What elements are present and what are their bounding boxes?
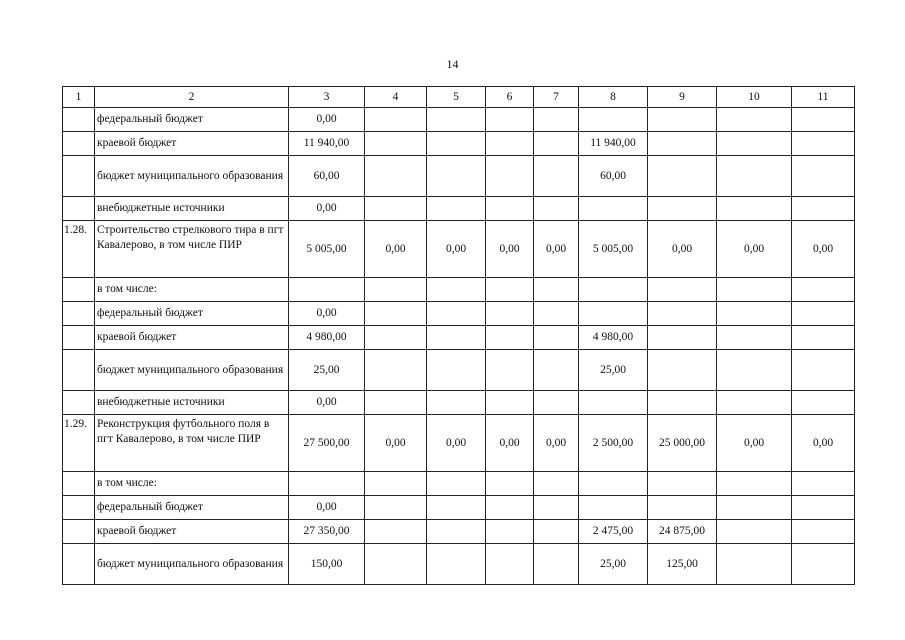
value-cell — [717, 156, 792, 197]
value-cell — [717, 278, 792, 302]
item-name-cell: внебюджетные источники — [95, 391, 289, 415]
value-cell — [534, 391, 579, 415]
value-cell: 0,00 — [486, 221, 534, 278]
value-cell: 5 005,00 — [289, 221, 365, 278]
value-cell — [486, 544, 534, 585]
value-cell — [792, 472, 855, 496]
value-cell — [365, 278, 427, 302]
value-cell — [427, 278, 486, 302]
value-cell: 0,00 — [717, 415, 792, 472]
table-row — [63, 472, 855, 496]
item-number-cell — [63, 278, 95, 302]
value-cell — [427, 197, 486, 221]
value-cell — [648, 496, 717, 520]
value-cell — [534, 520, 579, 544]
value-cell — [717, 520, 792, 544]
column-header: 5 — [427, 87, 486, 108]
value-cell — [534, 472, 579, 496]
table-row — [63, 221, 855, 278]
value-cell — [427, 132, 486, 156]
value-cell: 0,00 — [486, 415, 534, 472]
value-cell: 25,00 — [289, 350, 365, 391]
item-name-cell: федеральный бюджет — [95, 108, 289, 132]
value-cell — [427, 391, 486, 415]
table-row — [63, 197, 855, 221]
value-cell — [717, 472, 792, 496]
value-cell — [717, 391, 792, 415]
table-row — [63, 520, 855, 544]
value-cell — [365, 326, 427, 350]
value-cell — [579, 108, 648, 132]
value-cell: 11 940,00 — [579, 132, 648, 156]
value-cell: 0,00 — [648, 221, 717, 278]
item-number-cell — [63, 496, 95, 520]
value-cell — [534, 278, 579, 302]
table-row — [63, 391, 855, 415]
table-row — [63, 302, 855, 326]
value-cell — [427, 326, 486, 350]
table-row — [63, 496, 855, 520]
value-cell — [365, 132, 427, 156]
value-cell — [486, 391, 534, 415]
budget-table — [62, 86, 855, 585]
value-cell — [792, 132, 855, 156]
value-cell — [427, 302, 486, 326]
value-cell — [648, 156, 717, 197]
item-name-cell: краевой бюджет — [95, 520, 289, 544]
value-cell: 4 980,00 — [289, 326, 365, 350]
value-cell — [427, 156, 486, 197]
value-cell — [717, 544, 792, 585]
value-cell — [486, 472, 534, 496]
value-cell — [486, 520, 534, 544]
value-cell — [486, 302, 534, 326]
value-cell: 0,00 — [427, 415, 486, 472]
value-cell — [427, 108, 486, 132]
value-cell — [486, 108, 534, 132]
value-cell — [792, 302, 855, 326]
value-cell — [486, 326, 534, 350]
value-cell: 4 980,00 — [579, 326, 648, 350]
value-cell — [427, 544, 486, 585]
table-row — [63, 415, 855, 472]
value-cell — [792, 156, 855, 197]
value-cell — [534, 350, 579, 391]
value-cell: 2 475,00 — [579, 520, 648, 544]
value-cell — [648, 350, 717, 391]
table-row — [63, 132, 855, 156]
value-cell — [648, 132, 717, 156]
value-cell — [365, 302, 427, 326]
value-cell — [792, 197, 855, 221]
value-cell: 0,00 — [534, 221, 579, 278]
value-cell — [792, 108, 855, 132]
value-cell — [579, 391, 648, 415]
table-row — [63, 350, 855, 391]
value-cell: 0,00 — [289, 197, 365, 221]
value-cell — [534, 108, 579, 132]
column-header: 11 — [792, 87, 855, 108]
value-cell: 25 000,00 — [648, 415, 717, 472]
item-name-cell: бюджет муниципального образования — [95, 350, 289, 391]
value-cell — [579, 302, 648, 326]
value-cell — [648, 108, 717, 132]
value-cell: 60,00 — [289, 156, 365, 197]
value-cell: 0,00 — [365, 221, 427, 278]
value-cell: 150,00 — [289, 544, 365, 585]
table-header-row — [63, 87, 855, 108]
value-cell — [427, 496, 486, 520]
item-number-cell — [63, 472, 95, 496]
value-cell — [717, 108, 792, 132]
column-header: 2 — [95, 87, 289, 108]
value-cell — [365, 472, 427, 496]
value-cell: 0,00 — [289, 302, 365, 326]
value-cell: 0,00 — [365, 415, 427, 472]
value-cell: 0,00 — [792, 415, 855, 472]
item-name-cell: Реконструкция футбольного поля в пгт Кавалерово, в том числе ПИР — [95, 415, 289, 472]
value-cell — [579, 278, 648, 302]
table-row — [63, 278, 855, 302]
item-name-cell: бюджет муниципального образования — [95, 544, 289, 585]
value-cell: 0,00 — [534, 415, 579, 472]
item-number-cell — [63, 302, 95, 326]
value-cell: 27 350,00 — [289, 520, 365, 544]
item-name-cell: краевой бюджет — [95, 132, 289, 156]
page-number: 14 — [446, 57, 459, 71]
value-cell — [534, 156, 579, 197]
value-cell — [289, 472, 365, 496]
value-cell — [648, 278, 717, 302]
item-number-cell — [63, 544, 95, 585]
value-cell — [717, 326, 792, 350]
item-name-cell: бюджет муниципального образования — [95, 156, 289, 197]
value-cell — [648, 391, 717, 415]
value-cell — [792, 544, 855, 585]
item-number-cell — [63, 326, 95, 350]
value-cell — [365, 496, 427, 520]
value-cell — [534, 326, 579, 350]
item-name-cell: внебюджетные источники — [95, 197, 289, 221]
value-cell: 0,00 — [717, 221, 792, 278]
value-cell: 25,00 — [579, 350, 648, 391]
item-number-cell — [63, 108, 95, 132]
item-number-cell — [63, 132, 95, 156]
value-cell — [648, 302, 717, 326]
value-cell — [792, 350, 855, 391]
item-number-cell — [63, 156, 95, 197]
item-name-cell: федеральный бюджет — [95, 496, 289, 520]
item-name-cell: краевой бюджет — [95, 326, 289, 350]
value-cell — [579, 197, 648, 221]
value-cell — [792, 496, 855, 520]
value-cell — [648, 326, 717, 350]
item-number-cell — [63, 197, 95, 221]
value-cell — [486, 350, 534, 391]
column-header: 10 — [717, 87, 792, 108]
value-cell: 0,00 — [289, 496, 365, 520]
value-cell: 2 500,00 — [579, 415, 648, 472]
value-cell — [365, 520, 427, 544]
value-cell — [365, 391, 427, 415]
value-cell — [534, 302, 579, 326]
value-cell — [717, 197, 792, 221]
value-cell — [579, 496, 648, 520]
value-cell — [486, 132, 534, 156]
value-cell — [717, 350, 792, 391]
column-header: 8 — [579, 87, 648, 108]
item-name-cell: Строительство стрелкового тира в пгт Кавалерово, в том числе ПИР — [95, 221, 289, 278]
value-cell — [365, 197, 427, 221]
table-row — [63, 326, 855, 350]
value-cell — [365, 544, 427, 585]
table-row — [63, 108, 855, 132]
value-cell — [486, 197, 534, 221]
column-header: 3 — [289, 87, 365, 108]
value-cell — [534, 544, 579, 585]
value-cell: 25,00 — [579, 544, 648, 585]
table-row — [63, 544, 855, 585]
value-cell: 11 940,00 — [289, 132, 365, 156]
value-cell: 60,00 — [579, 156, 648, 197]
value-cell — [648, 197, 717, 221]
value-cell: 0,00 — [427, 221, 486, 278]
value-cell — [534, 197, 579, 221]
value-cell: 0,00 — [289, 108, 365, 132]
value-cell — [365, 156, 427, 197]
value-cell — [717, 496, 792, 520]
value-cell: 27 500,00 — [289, 415, 365, 472]
item-number-cell — [63, 350, 95, 391]
item-number-cell: 1.29. — [63, 415, 95, 472]
column-header: 6 — [486, 87, 534, 108]
item-name-cell: в том числе: — [95, 472, 289, 496]
item-number-cell — [63, 520, 95, 544]
column-header: 1 — [63, 87, 95, 108]
value-cell — [534, 496, 579, 520]
item-name-cell: в том числе: — [95, 278, 289, 302]
value-cell — [427, 472, 486, 496]
value-cell — [427, 350, 486, 391]
value-cell — [792, 391, 855, 415]
value-cell: 125,00 — [648, 544, 717, 585]
value-cell — [427, 520, 486, 544]
item-number-cell: 1.28. — [63, 221, 95, 278]
column-header: 9 — [648, 87, 717, 108]
value-cell — [717, 132, 792, 156]
value-cell — [365, 350, 427, 391]
value-cell — [579, 472, 648, 496]
value-cell: 0,00 — [289, 391, 365, 415]
value-cell — [289, 278, 365, 302]
item-number-cell — [63, 391, 95, 415]
value-cell — [365, 108, 427, 132]
value-cell: 5 005,00 — [579, 221, 648, 278]
value-cell — [792, 326, 855, 350]
value-cell — [648, 472, 717, 496]
value-cell — [792, 278, 855, 302]
value-cell — [486, 278, 534, 302]
value-cell — [486, 496, 534, 520]
value-cell: 0,00 — [792, 221, 855, 278]
value-cell: 24 875,00 — [648, 520, 717, 544]
value-cell — [534, 132, 579, 156]
column-header: 4 — [365, 87, 427, 108]
value-cell — [717, 302, 792, 326]
item-name-cell: федеральный бюджет — [95, 302, 289, 326]
table-row — [63, 156, 855, 197]
value-cell — [486, 156, 534, 197]
column-header: 7 — [534, 87, 579, 108]
value-cell — [792, 520, 855, 544]
